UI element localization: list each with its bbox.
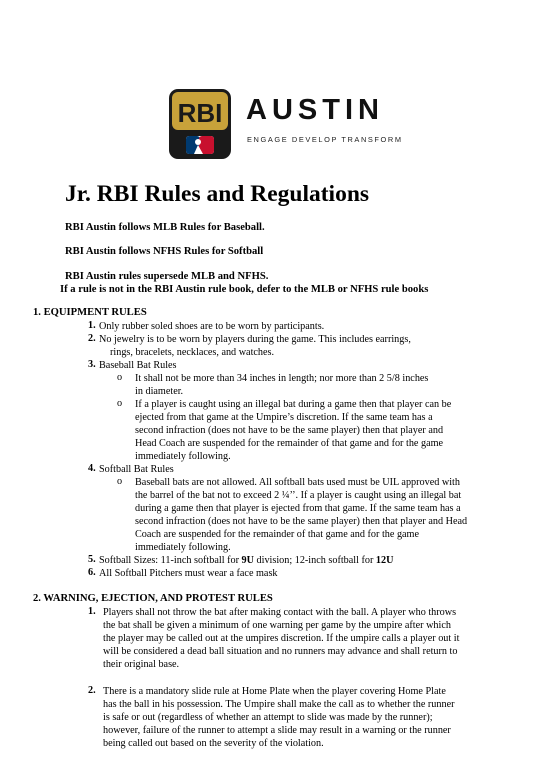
list-item: Softball Bat Rules [99, 464, 174, 475]
badge-text: RBI [177, 98, 223, 128]
list-item-continuation: however, failure of the runner to attempt a slide may result in a warning or the runner [103, 725, 451, 736]
bullet-line: the barrel of the bat not to exceed 2 ¼’’. If a player is caught using an illegal bat [135, 490, 462, 501]
list-item-continuation: has the ball in his possession. The Umpire shall make the call as to whether the runner [103, 699, 455, 710]
list-item-continuation: being called out based on the severity of the violation. [103, 738, 324, 749]
bullet-line: If a player is caught using an illegal bat during a game then that player can be [135, 399, 452, 410]
text-segment: Softball Sizes: 11-inch softball for [99, 555, 242, 566]
bullet-line: during a game then that player is ejected from that game. If the same team has a [135, 503, 461, 514]
item-number: 1. [88, 320, 96, 331]
item-number: 1. [88, 606, 96, 617]
division-label: 12U [375, 555, 394, 566]
list-item [99, 554, 393, 567]
list-item-continuation: is safe or out (regardless of whether an attempt to slide was made by the runner); [103, 712, 433, 723]
section-heading-warning: 2. WARNING, EJECTION, AND PROTEST RULES [33, 593, 273, 604]
list-item-continuation: the bat shall be given a minimum of one warning per game by the umpire after which [103, 620, 451, 631]
bullet-line: It shall not be more than 34 inches in length; nor more than 2 5/8 inches [135, 373, 429, 384]
rbi-austin-logo [168, 88, 403, 160]
list-item-continuation: their original base. [103, 659, 180, 670]
list-item-continuation: the player may be called out at the umpires discretion. If the umpire calls a player out it [103, 633, 460, 644]
item-number: 4. [88, 463, 96, 474]
statement-baseball: RBI Austin follows MLB Rules for Baseball. [65, 222, 265, 233]
list-item: There is a mandatory slide rule at Home Plate when the player covering Home Plate [103, 686, 446, 697]
list-item-continuation: rings, bracelets, necklaces, and watches. [110, 347, 275, 358]
statement-defer: If a rule is not in the RBI Austin rule book, defer to the MLB or NFHS rule books [60, 284, 429, 295]
item-number: 2. [88, 333, 96, 344]
division-label: 9U [241, 555, 254, 566]
list-item: No jewelry is to be worn by players during the game. This includes earrings, [99, 334, 411, 345]
logo-wordmark: AUSTIN [246, 94, 384, 126]
section-heading-equipment: 1. EQUIPMENT RULES [33, 307, 147, 318]
bullet-line: immediately following. [135, 542, 231, 553]
logo-tagline: ENGAGE DEVELOP TRANSFORM [247, 135, 403, 144]
item-number: 2. [88, 685, 96, 696]
item-number: 6. [88, 567, 96, 578]
item-number: 5. [88, 554, 96, 565]
bullet-line: Baseball bats are not allowed. All softball bats used must be UIL approved with [135, 477, 460, 488]
statement-softball: RBI Austin follows NFHS Rules for Softball [65, 246, 264, 257]
bullet-line: ejected from that game at the Umpire’s discretion. If the same team has a [135, 412, 433, 423]
list-item: Baseball Bat Rules [99, 360, 177, 371]
list-item-continuation: will be considered a dead ball situation and no runners may advance and shall return to [103, 646, 458, 657]
list-item: Players shall not throw the bat after making contact with the ball. A player who throws [103, 607, 457, 618]
bullet-line: second infraction (does not have to be the same player) then that player and [135, 425, 444, 436]
list-item: Only rubber soled shoes are to be worn by participants. [99, 321, 325, 332]
bullet-icon: o [117, 476, 123, 487]
page-title: Jr. RBI Rules and Regulations [65, 181, 370, 207]
bullet-line: Head Coach are suspended for the remainder of that game and for the game [135, 438, 444, 449]
rbi-badge-icon [168, 88, 232, 160]
text-segment: division; 12-inch softball for [253, 555, 376, 566]
list-item: All Softball Pitchers must wear a face mask [99, 568, 278, 579]
statement-supersede: RBI Austin rules supersede MLB and NFHS. [65, 271, 269, 282]
bullet-line: immediately following. [135, 451, 231, 462]
bullet-icon: o [117, 398, 123, 409]
bullet-line: Coach are suspended for the remainder of that game and for the game [135, 529, 420, 540]
bullet-line: in diameter. [135, 386, 184, 397]
item-number: 3. [88, 359, 96, 370]
bullet-icon: o [117, 372, 123, 383]
bullet-line: second infraction (does not have to be the same player) then that player and Head [135, 516, 468, 527]
